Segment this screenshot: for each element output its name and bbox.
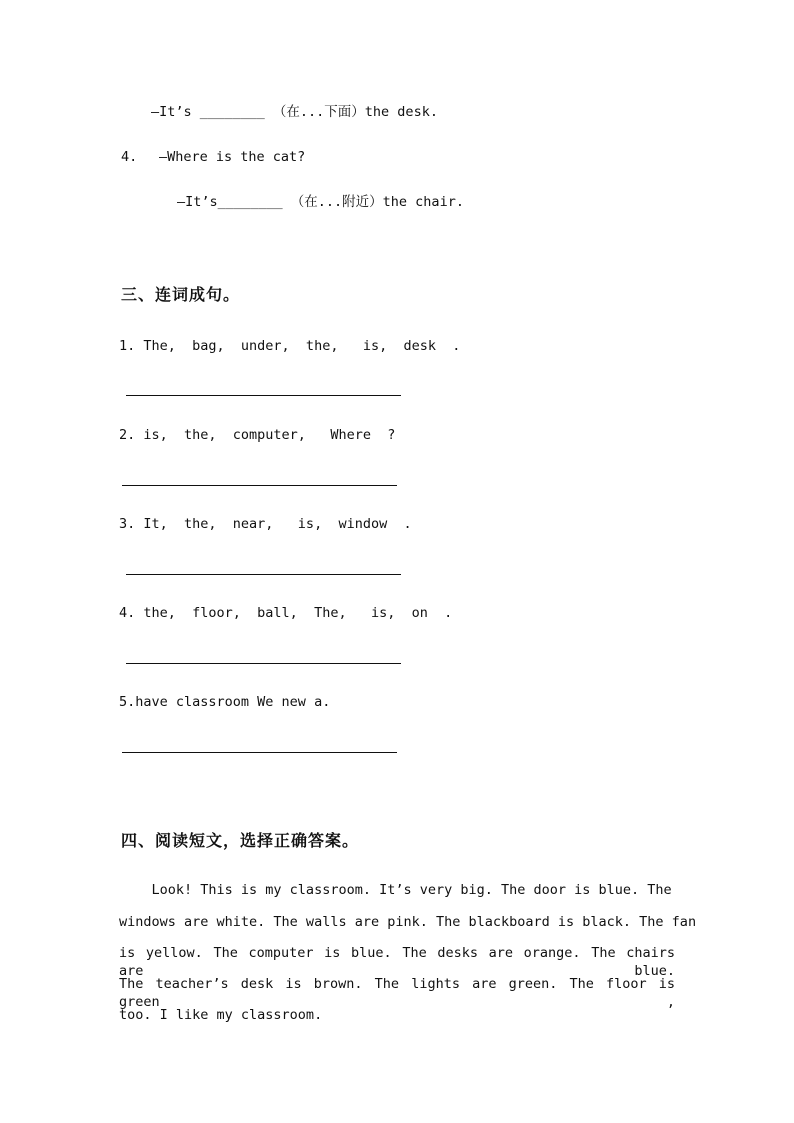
answer-line-5[interactable] — [122, 752, 397, 753]
q4-answer-line: —It’s________ （在...附近）the chair. — [177, 194, 464, 210]
answer-line-3[interactable] — [126, 574, 401, 575]
answer-line-1[interactable] — [126, 395, 401, 396]
passage-line-2: windows are white. The walls are pink. The blackboard is black. The fan — [119, 914, 697, 930]
reorder-item-4: 4. the, floor, ball, The, is, on . — [119, 605, 453, 621]
reorder-item-5: 5.have classroom We new a. — [119, 694, 331, 710]
answer-line-4[interactable] — [126, 663, 401, 664]
reorder-item-3: 3. It, the, near, is, window . — [119, 516, 412, 532]
answer-line-2[interactable] — [122, 485, 397, 486]
reorder-item-1: 1. The, bag, under, the, is, desk . — [119, 338, 461, 354]
passage-line-3: is yellow. The computer is blue. The desks are orange. The chairs are blue. — [119, 945, 675, 979]
passage-line-5: too. I like my classroom. — [119, 1007, 323, 1023]
q4-number: 4. — [121, 149, 138, 165]
q3-answer-line: —It’s ________ （在...下面）the desk. — [151, 104, 438, 120]
passage-line-4: The teacher’s desk is brown. The lights are green. The floor is green , — [119, 976, 675, 1010]
q4-question: —Where is the cat? — [159, 149, 306, 165]
section3-heading: 三、连词成句。 — [121, 285, 241, 304]
passage-line-1: Look! This is my classroom. It’s very big. The door is blue. The — [119, 882, 672, 898]
reorder-item-2: 2. is, the, computer, Where ? — [119, 427, 396, 443]
section4-heading: 四、阅读短文，选择正确答案。 — [121, 831, 360, 850]
